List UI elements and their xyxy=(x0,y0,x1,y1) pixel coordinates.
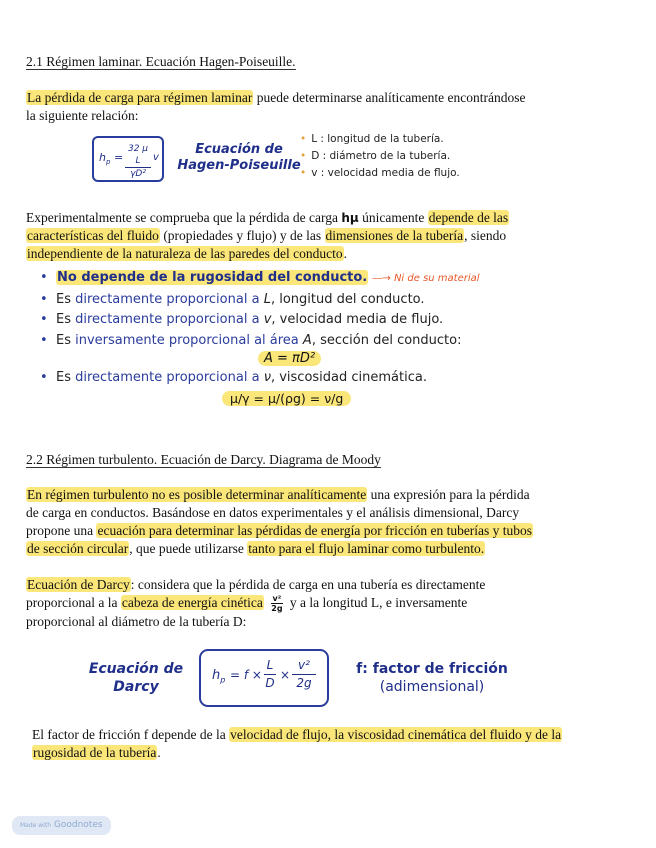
legend-item: • D : diámetro de la tubería. xyxy=(300,150,451,162)
bullet-velocity: • Es directamente proporcional a v, velocidad media de flujo. xyxy=(40,312,444,327)
bullet-length: • Es directamente proporcional a L, longitud del conducto. xyxy=(40,291,425,307)
formula-numerator: 32 μ L xyxy=(125,143,151,168)
darcy-label: Ecuación de Darcy xyxy=(88,661,184,695)
laminar-intro-paragraph: La pérdida de carga para régimen laminar puede determinarse analíticamente encontrándose la siguiente relación: xyxy=(26,90,526,123)
friction-factor-paragraph: El factor de fricción f depende de la velocidad de flujo, la viscosidad cinemática del fluido y de la rugosidad de la tubería. xyxy=(32,727,562,760)
turbulent-intro-paragraph: En régimen turbulento no es posible determinar analíticamente una expresión para la pérdida de carga en conductos. Basándose en datos experimentales y el análisis dimensional, Darcy propone una ecuación para determinar las pérdidas de energía por fricción en tuberías y tubos de sección circular, que puede utilizarse tanto para el flujo laminar como turbulento. xyxy=(26,487,533,556)
handwritten-note: ―→ Ni de su material xyxy=(372,273,480,284)
hagen-poiseuille-formula-box: $h_p$ = $\frac{\text{32 μ L}}{\text{γD²}}$ v xyxy=(92,136,164,182)
friction-factor-label: f: factor de fricción (adimensional) xyxy=(356,661,508,695)
bullet-area: • Es inversamente proporcional al área A, sección del conducto: xyxy=(40,332,462,348)
kinetic-head-fraction: $\frac{\text{v²}}{2g}$ xyxy=(271,594,283,614)
legend-item: • v : velocidad media de flujo. xyxy=(300,167,460,179)
properties-bullet-list-2 xyxy=(38,368,638,389)
section-heading-laminar: 2.1 Régimen laminar. Ecuación Hagen-Poiseuille. xyxy=(26,54,296,69)
bullet-no-roughness: • No depende de la rugosidad del conducto. ―→ Ni de su material xyxy=(40,270,480,285)
bullet-viscosity: • Es directamente proporcional a ν, viscosidad cinemática. xyxy=(40,370,427,385)
properties-bullet-list xyxy=(38,268,638,351)
experimental-paragraph: Experimentalmente se comprueba que la pérdida de carga hμ únicamente depende de las características del fluido (propiedades y flujo) y de las dimensiones de la tubería, siendo independiente de la naturaleza de las paredes del conducto. xyxy=(26,210,509,261)
hagen-poiseuille-label: Ecuación de Hagen-Poiseuille xyxy=(177,142,301,173)
variable-legend xyxy=(300,131,460,182)
darcy-formula-box: $h_p$ = f × L D × v² 2g xyxy=(199,649,329,707)
legend-item: • L : longitud de la tubería. xyxy=(300,133,444,145)
handwritten-h-mu: hμ xyxy=(341,211,359,225)
formula-denominator: γD² xyxy=(130,169,146,179)
darcy-paragraph: Ecuación de Darcy: considera que la pérdida de carga en una tubería es directamente proporcional a la cabeza de energía cinética $\frac{\text{v²}}{2g}$ y a la longitud L, e inversamente proporcional al diámetro de la tubería D: xyxy=(26,577,486,630)
section-heading-turbulent: 2.2 Régimen turbulento. Ecuación de Darcy. Diagrama de Moody xyxy=(26,452,381,467)
goodnotes-watermark: Made with Goodnotes xyxy=(12,816,111,835)
viscosity-formula: μ/γ = μ/(ρg) = ν/g xyxy=(222,390,351,408)
area-formula: A = πD² xyxy=(258,350,321,368)
